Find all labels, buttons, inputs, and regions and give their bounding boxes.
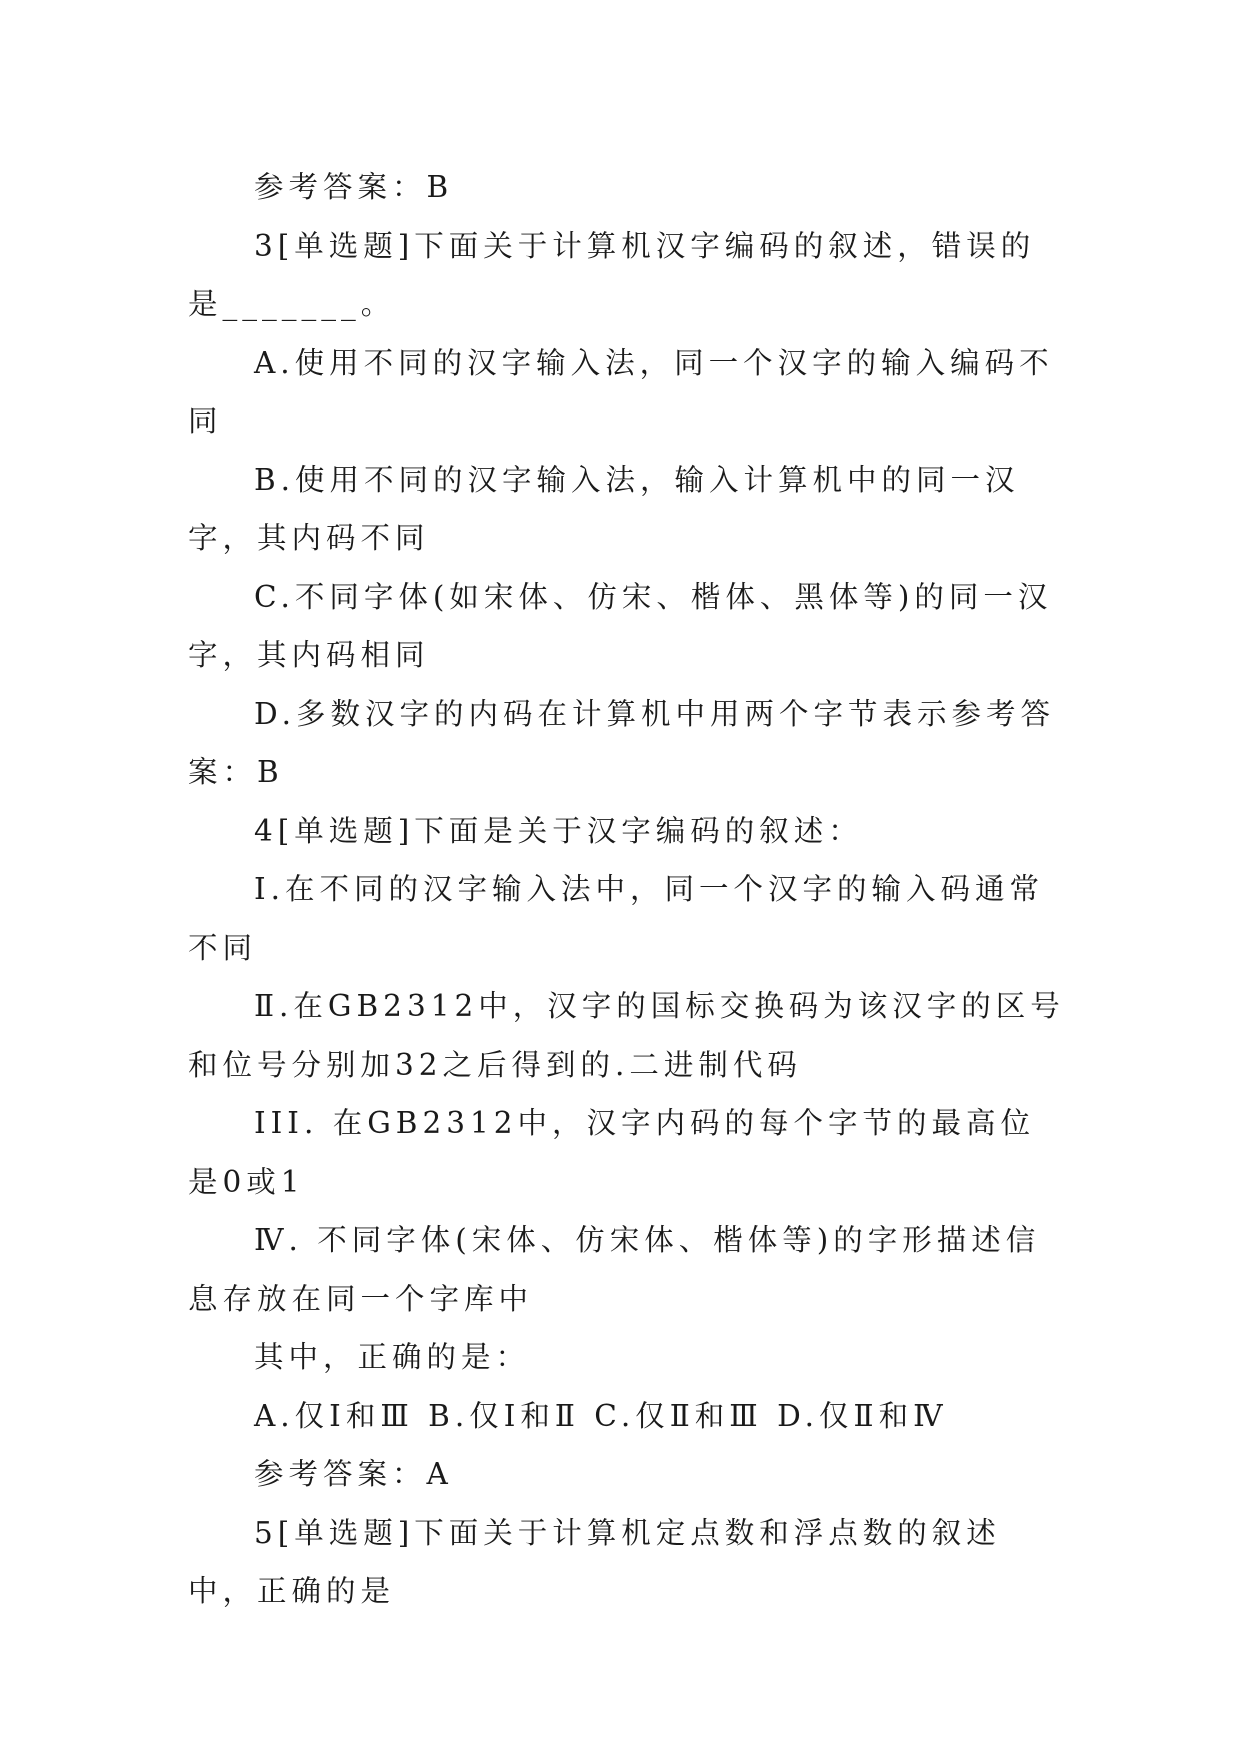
question-5-stem: 5[单选题]下面关于计算机定点数和浮点数的叙述中，正确的是 bbox=[188, 1515, 1001, 1608]
question-3-stem: 3[单选题]下面关于计算机汉字编码的叙述，错误的是_______。 bbox=[188, 228, 1036, 321]
question-4-statement-1: Ⅰ.在不同的汉字输入法中，同一个汉字的输入码通常不同 bbox=[188, 872, 1045, 965]
question-3-option-b: B.使用不同的汉字输入法，输入计算机中的同一汉字，其内码不同 bbox=[188, 462, 1020, 555]
answer-line-q2: 参考答案：B bbox=[254, 170, 454, 204]
question-4-options: A.仅Ⅰ和Ⅲ B.仅Ⅰ和Ⅱ C.仅Ⅱ和Ⅲ D.仅Ⅱ和Ⅳ bbox=[254, 1398, 948, 1433]
question-3-option-a: A.使用不同的汉字输入法，同一个汉字的输入编码不同 bbox=[188, 345, 1054, 438]
question-4-statement-3: III. 在GB2312中，汉字内码的每个字节的最高位是0或1 bbox=[188, 1106, 1036, 1199]
answer-line-q4: 参考答案：A bbox=[254, 1457, 453, 1491]
question-4-stem: 4[单选题]下面是关于汉字编码的叙述： bbox=[254, 813, 863, 848]
question-3-option-c: C.不同字体(如宋体、仿宋、楷体、黑体等)的同一汉字，其内码相同 bbox=[188, 579, 1053, 672]
question-4-prompt: 其中，正确的是： bbox=[254, 1340, 531, 1374]
question-4-statement-2: Ⅱ.在GB2312中，汉字的国标交换码为该汉字的区号和位号分别加32之后得到的.二进制代码 bbox=[188, 989, 1065, 1082]
document-body bbox=[188, 158, 1068, 1621]
question-3-option-d: D.多数汉字的内码在计算机中用两个字节表示参考答案：B bbox=[188, 696, 1055, 789]
question-4-statement-4: Ⅳ. 不同字体(宋体、仿宋体、楷体等)的字形描述信息存放在同一个字库中 bbox=[188, 1223, 1041, 1316]
